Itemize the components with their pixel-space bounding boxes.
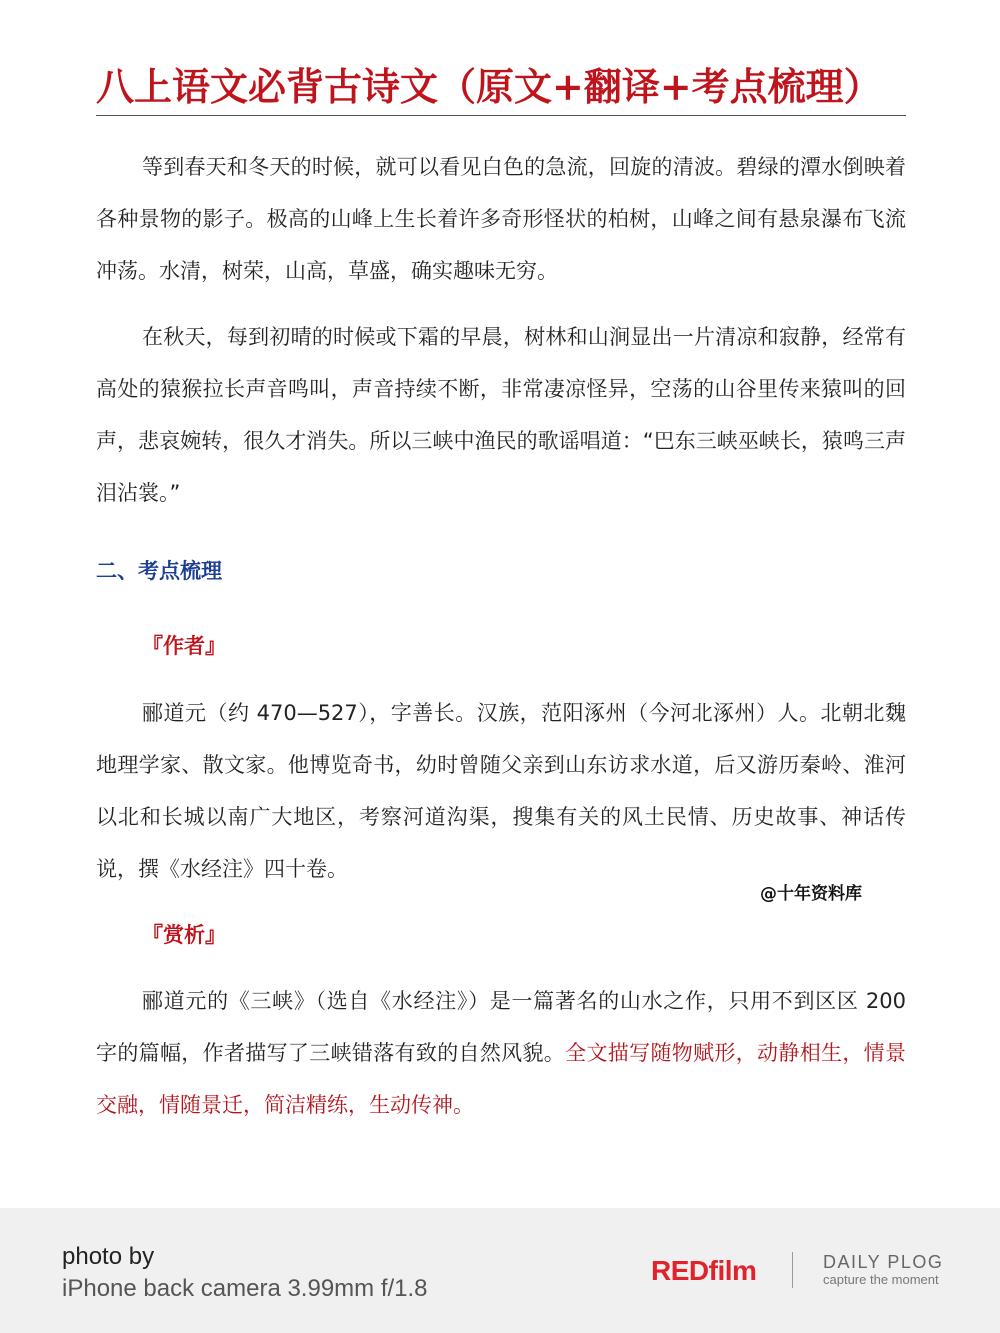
page-title: 八上语文必背古诗文（原文+翻译+考点梳理） <box>96 64 882 109</box>
watermark: @十年资料库 <box>760 884 862 904</box>
tagline: DAILY PLOG <box>823 1252 944 1272</box>
camera-footer <box>0 1208 1000 1333</box>
photo-by-label: photo by <box>62 1243 155 1270</box>
appreciation-heading: 『赏析』 <box>142 923 226 947</box>
brand-divider <box>792 1252 793 1288</box>
brand-logo: REDfilm <box>651 1255 757 1286</box>
translation-paragraph-1: 等到春天和冬天的时候，就可以看见白色的急流，回旋的清波。碧绿的潭水倒映着各种景物的影子。极高的山峰上生长着许多奇形怪状的柏树，山峰之间有悬泉瀑布飞流冲荡。水清，树荣，山高，草盛，确实趣味无穷。 <box>96 155 906 283</box>
author-paragraph: 郦道元（约 470—527），字善长。汉族，范阳涿州（今河北涿州）人。北朝北魏地理学家、散文家。他博览奇书，幼时曾随父亲到山东访求水道，后又游历秦岭、淮河以北和长城以南广大地区，考察河道沟渠，搜集有关的风土民情、历史故事、神话传说，撰《水经注》四十卷。 <box>96 701 906 881</box>
subtagline: capture the moment <box>823 1272 939 1287</box>
translation-paragraph-2: 在秋天，每到初晴的时候或下霜的早晨，树林和山涧显出一片清凉和寂静，经常有高处的猿猴拉长声音鸣叫，声音持续不断，非常凄凉怪异，空荡的山谷里传来猿叫的回声，悲哀婉转，很久才消失。所以三峡中渔民的歌谣唱道：“巴东三峡巫峡长，猿鸣三声泪沾裳。” <box>96 325 906 505</box>
title-divider <box>96 115 906 116</box>
camera-info: iPhone back camera 3.99mm f/1.8 <box>62 1275 428 1302</box>
section-heading-key-points: 二、考点梳理 <box>96 559 222 583</box>
author-heading: 『作者』 <box>142 634 226 658</box>
appreciation-highlight: 全文描写随物赋形，动静相生，情景交融，情随景迁，简洁精练，生动传神。 <box>96 1041 907 1117</box>
appreciation-paragraph <box>96 975 906 1131</box>
appreciation-text: 郦道元的《三峡》（选自《水经注》）是一篇著名的山水之作，只用不到区区 200 字的篇幅，作者描写了三峡错落有致的自然风貌。 <box>96 989 906 1065</box>
